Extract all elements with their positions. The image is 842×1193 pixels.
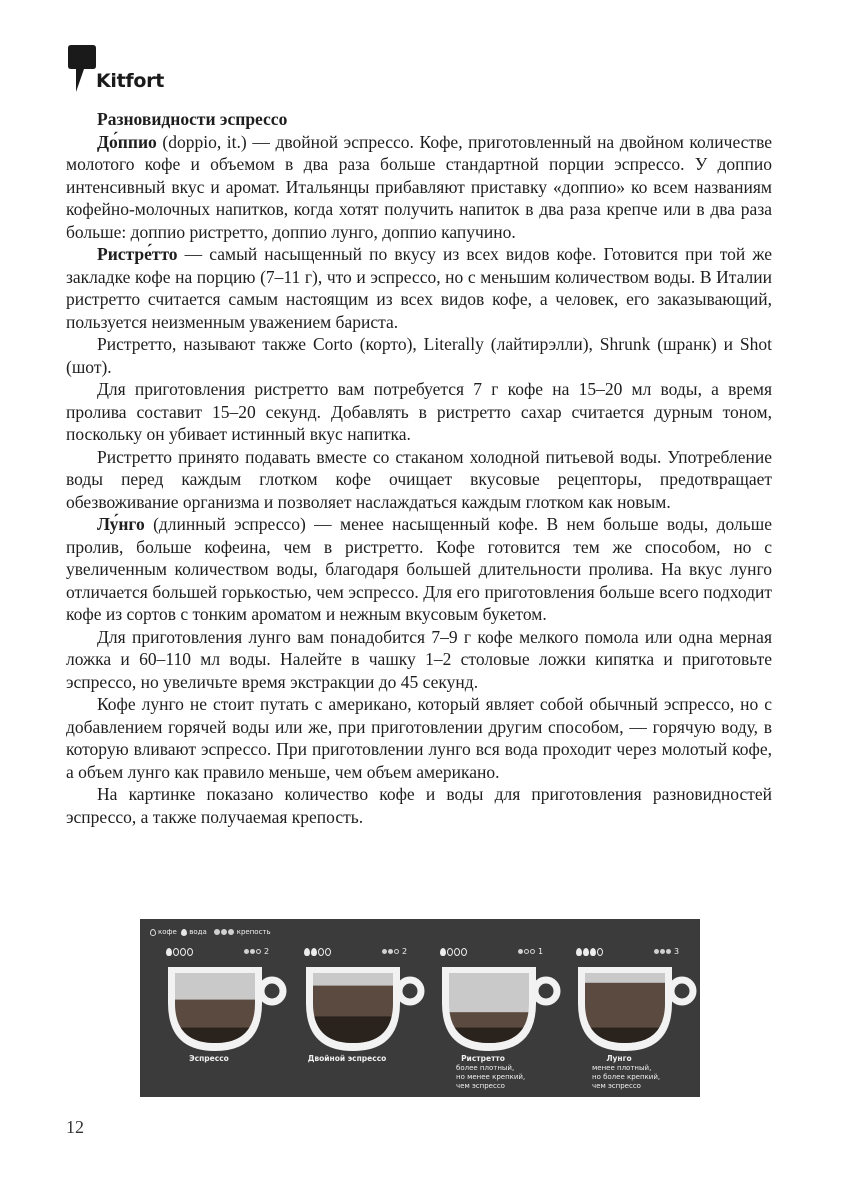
cup-note [456,1064,525,1091]
espresso-infographic [140,919,700,1097]
coffee-bean-icon [454,948,460,956]
cup-note-line: чем эспрессо [592,1082,641,1090]
cup-label: Двойной эспрессо [307,1054,387,1063]
strength-indicator [244,947,269,956]
strength-indicator [518,947,543,956]
water-drop-icon [304,948,310,956]
coffee-bean-icon [173,948,179,956]
strength-dot-icon [660,949,665,954]
cup-block [154,919,290,1097]
kitfort-logo-icon [66,44,98,94]
strength-value: 1 [538,947,544,956]
legend-coffee: кофе [158,928,177,936]
term-ristretto: Ристре́тто [97,244,178,264]
cup-note [592,1064,660,1091]
strength-dot-icon [394,949,399,954]
kitfort-logo [66,44,186,94]
paragraph: Для приготовления ристретто вам потребуется 7 г кофе на 15–20 мл воды, а время пролива составит 15–20 секунд. Добавлять в ристретто сахар считается дурным тоном, поскольку он убивает истинный вкус напитка. [66,379,772,444]
ratio-icons [166,947,194,957]
strength-dot-icon [518,949,523,954]
cup-block [428,919,564,1097]
water-drop-icon [583,948,589,956]
paragraph: На картинке показано количество кофе и воды для приготовления разновидностей эспрессо, а также получаемая крепость. [66,784,772,827]
term-lungo: Лу́нго [97,514,145,534]
cup-icon [164,963,290,1055]
water-drop-icon [166,948,172,956]
water-drop-icon [440,948,446,956]
strength-value: 2 [402,947,408,956]
coffee-bean-icon [461,948,467,956]
strength-dot-icon [524,949,529,954]
strength-dot-icon [244,949,249,954]
cup-note-line: чем эспрессо [456,1082,505,1090]
coffee-bean-icon [187,948,193,956]
brand-name: Kitfort [96,70,164,92]
cup-label: Лунго [606,1054,632,1063]
cup-handle [399,980,421,1002]
strength-value: 2 [264,947,270,956]
strength-indicator [382,947,407,956]
paragraph: Кофе лунго не стоит путать с американо, который являет собой обычный эспрессо, но с добавлением горячей воды или же, при приготовлении другим способом, — горячую воду, в которую вливают эспрессо. При приготовлении лунго вся вода проходит через молотый кофе, а объем лунго как правило меньше, чем объем американо. [66,694,772,782]
ratio-icons [304,947,332,957]
coffee-bean-icon [597,948,603,956]
strength-dot-icon [250,949,255,954]
water-drop-icon [311,948,317,956]
ratio-icons [440,947,468,957]
coffee-bean-icon [325,948,331,956]
strength-dot-icon [666,949,671,954]
section-title: Разновидности эспрессо [97,109,288,129]
coffee-bean-icon [180,948,186,956]
paragraph-ristretto: Ристре́тто — самый насыщенный по вкусу из всех видов кофе. Готовится при той же закладке кофе на порцию (7–11 г), что и эспрессо, но с меньшим количеством воды. В Италии ристретто считается самым настоящим из всех видов кофе, а человек, его заказывающий, пользуется неизменным уважением бариста. [66,244,772,332]
legend-strength: крепость [236,928,271,936]
cup-note-line: но более крепкий, [592,1073,661,1081]
strength-value: 3 [674,947,680,956]
strength-dot-icon [388,949,393,954]
strength-dot-icon [654,949,659,954]
paragraph: Для приготовления лунго вам понадобится 7–9 г кофе мелкого помола или одна мерная ложка и 60–110 мл воды. Налейте в чашку 1–2 столовые ложки кипятка и приготовьте эспрессо, но увеличьте время экстракции до 45 секунд. [66,626,772,692]
cup-block [564,919,700,1097]
cup-handle [671,980,693,1002]
cup-block [292,919,428,1097]
strength-dot-icon [256,949,261,954]
cup-note-line: более плотный, [456,1064,515,1072]
cup-icon [302,963,428,1055]
paragraph-lungo: Лу́нго (длинный эспрессо) — менее насыщенный кофе. В нем больше воды, дольше пролив, больше кофеина, чем в ристретто. Кофе готовится тем же способом, но с увеличенным количеством воды, благодаря большей длительности пролива. На вкус лунго отличается большей горькостью, чем эспрессо. Для его приготовления больше всего подходит кофе из сортов с тонким ароматом и нежным вкусовым букетом. [66,514,772,624]
cup-icon [438,963,564,1055]
cup-handle [261,980,283,1002]
water-drop-icon [576,948,582,956]
cup-handle [535,980,557,1002]
paragraph-doppio: До́ппио (doppio, it.) — двойной эспрессо. Кофе, приготовленный на двойном количестве молотого кофе и объемом в два раза больше стандартной порции эспрессо. У доппио интенсивный вкус и аромат. Итальянцы прибавляют приставку «доппио» ко всем названиям кофейно-молочных напитков, когда хотят получить напиток в два раза крепче или в два раза больше: доппио ристретто, доппио лунго, доппио капучино. [66,131,772,242]
strength-dot-icon [382,949,387,954]
term-doppio: До́ппио [97,131,157,152]
cup-note-line: менее плотный, [592,1064,652,1072]
strength-indicator [654,947,679,956]
water-drop-icon [590,948,596,956]
strength-dot-icon [530,949,535,954]
cup-label: Ристретто [461,1054,505,1063]
article-body [66,108,772,828]
paragraph: Ристретто, называют также Corto (корто), Literally (лайтирэлли), Shrunk (шранк) и Shot (шот). [66,334,772,377]
coffee-bean-icon [318,948,324,956]
coffee-bean-icon [447,948,453,956]
paragraph: Ристретто принято подавать вместе со стаканом холодной питьевой воды. Употребление воды перед каждым глотком кофе очищает вкусовые рецепторы, предотвращает обезвоживание организма и позволяет наслаждаться каждым глотком как новым. [66,446,772,512]
legend-water: вода [189,928,207,936]
ratio-icons [576,947,604,957]
page-number: 12 [66,1117,84,1137]
cup-icon [574,963,700,1055]
cup-label: Эспрессо [189,1054,229,1063]
cup-note-line: но менее крепкий, [456,1073,526,1081]
